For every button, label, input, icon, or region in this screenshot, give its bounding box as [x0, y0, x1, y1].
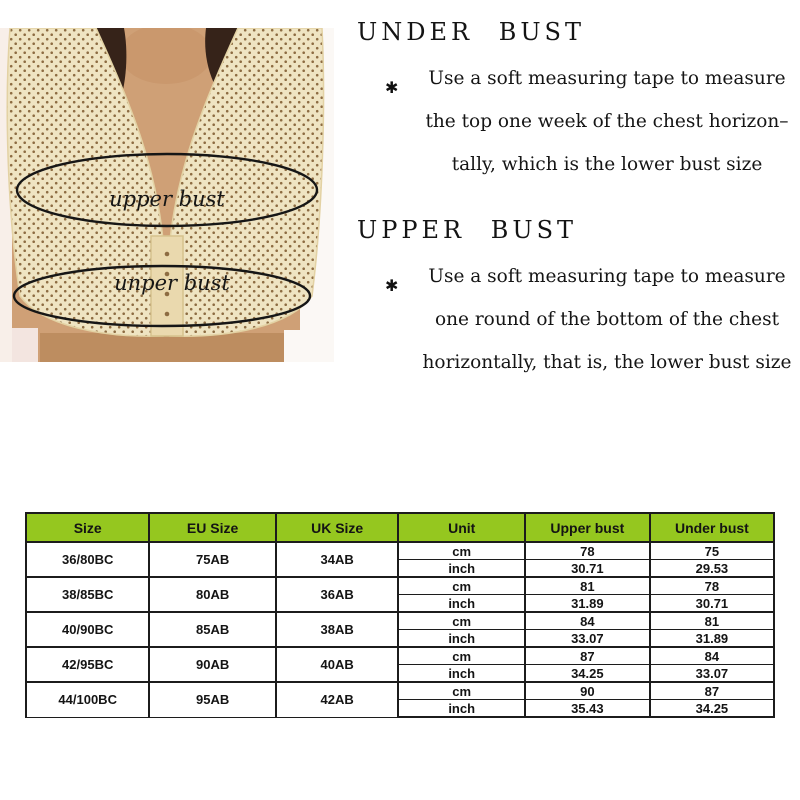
upper-bust-cell: 35.43 [525, 700, 650, 718]
table-row [26, 577, 774, 595]
column-header-uk-size: UK Size [276, 513, 399, 542]
unit-cell: inch [398, 665, 524, 683]
upper-bust-cell: 84 [525, 612, 650, 630]
eu-size-cell: 75AB [149, 542, 275, 577]
section-heading: UNDER BUST [357, 18, 585, 46]
unit-cell: inch [398, 595, 524, 613]
size-cell: 44/100BC [26, 682, 149, 717]
under-bust-cell: 31.89 [650, 630, 774, 648]
section-heading: UPPER BUST [357, 216, 578, 244]
upper-bust-cell: 31.89 [525, 595, 650, 613]
uk-size-cell: 40AB [276, 647, 399, 682]
under-bust-cell: 84 [650, 647, 774, 665]
eu-size-cell: 90AB [149, 647, 275, 682]
product-photo [0, 28, 334, 362]
eu-size-cell: 80AB [149, 577, 275, 612]
section-body [385, 57, 793, 186]
measure-section-upper-bust [345, 216, 795, 384]
upper-bust-cell: 30.71 [525, 560, 650, 578]
column-header-eu-size: EU Size [149, 513, 275, 542]
under-bust-cell: 75 [650, 542, 774, 560]
closure-hook [165, 312, 170, 317]
unit-cell: inch [398, 560, 524, 578]
unit-cell: cm [398, 577, 524, 595]
under-bust-cell: 30.71 [650, 595, 774, 613]
measure-section-under-bust [345, 18, 795, 186]
bra-illustration [0, 28, 334, 362]
under-bust-cell: 33.07 [650, 665, 774, 683]
instruction-line: Use a soft measuring tape to measure [428, 68, 786, 89]
instruction-line: horizontally, that is, the lower bust size [422, 352, 792, 373]
instruction-line: one round of the bottom of the chest [434, 309, 780, 330]
unit-cell: cm [398, 682, 524, 700]
under-bust-cell: 81 [650, 612, 774, 630]
section-body [385, 255, 793, 384]
uk-size-cell: 36AB [276, 577, 399, 612]
eu-size-cell: 85AB [149, 612, 275, 647]
upper-bust-cell: 87 [525, 647, 650, 665]
unit-cell: cm [398, 542, 524, 560]
column-header-unit: Unit [398, 513, 524, 542]
upper-bust-cell: 33.07 [525, 630, 650, 648]
column-header-under-bust: Under bust [650, 513, 774, 542]
table-row [26, 612, 774, 630]
bottom-left-gap [12, 328, 38, 362]
closure-hook [165, 252, 170, 257]
asterisk-icon: ✱ [385, 78, 399, 97]
under-bust-cell: 78 [650, 577, 774, 595]
unit-cell: cm [398, 647, 524, 665]
under-bust-cell: 34.25 [650, 700, 774, 718]
bottom-right-gap [284, 330, 300, 362]
uk-size-cell: 34AB [276, 542, 399, 577]
uk-size-cell: 42AB [276, 682, 399, 717]
upper-bust-label: upper bust [109, 187, 225, 211]
under-bust-label: unper bust [114, 271, 230, 295]
upper-bust-cell: 90 [525, 682, 650, 700]
instruction-line: tally, which is the lower bust size [451, 154, 763, 175]
table-row [26, 647, 774, 665]
instruction-line: Use a soft measuring tape to measure [428, 266, 786, 287]
table-row [26, 542, 774, 560]
table-row [26, 682, 774, 700]
upper-bust-cell: 81 [525, 577, 650, 595]
size-cell: 36/80BC [26, 542, 149, 577]
upper-bust-cell: 78 [525, 542, 650, 560]
upper-bust-cell: 34.25 [525, 665, 650, 683]
uk-size-cell: 38AB [276, 612, 399, 647]
asterisk-icon: ✱ [385, 276, 399, 295]
size-table [25, 512, 775, 718]
column-header-upper-bust: Upper bust [525, 513, 650, 542]
under-bust-cell: 29.53 [650, 560, 774, 578]
unit-cell: inch [398, 630, 524, 648]
under-bust-cell: 87 [650, 682, 774, 700]
size-cell: 40/90BC [26, 612, 149, 647]
belly-shape [40, 333, 294, 362]
size-cell: 42/95BC [26, 647, 149, 682]
instruction-line: the top one week of the chest horizon– [425, 111, 789, 132]
table-header-row [26, 513, 774, 542]
column-header-size: Size [26, 513, 149, 542]
unit-cell: cm [398, 612, 524, 630]
eu-size-cell: 95AB [149, 682, 275, 717]
unit-cell: inch [398, 700, 524, 718]
size-cell: 38/85BC [26, 577, 149, 612]
